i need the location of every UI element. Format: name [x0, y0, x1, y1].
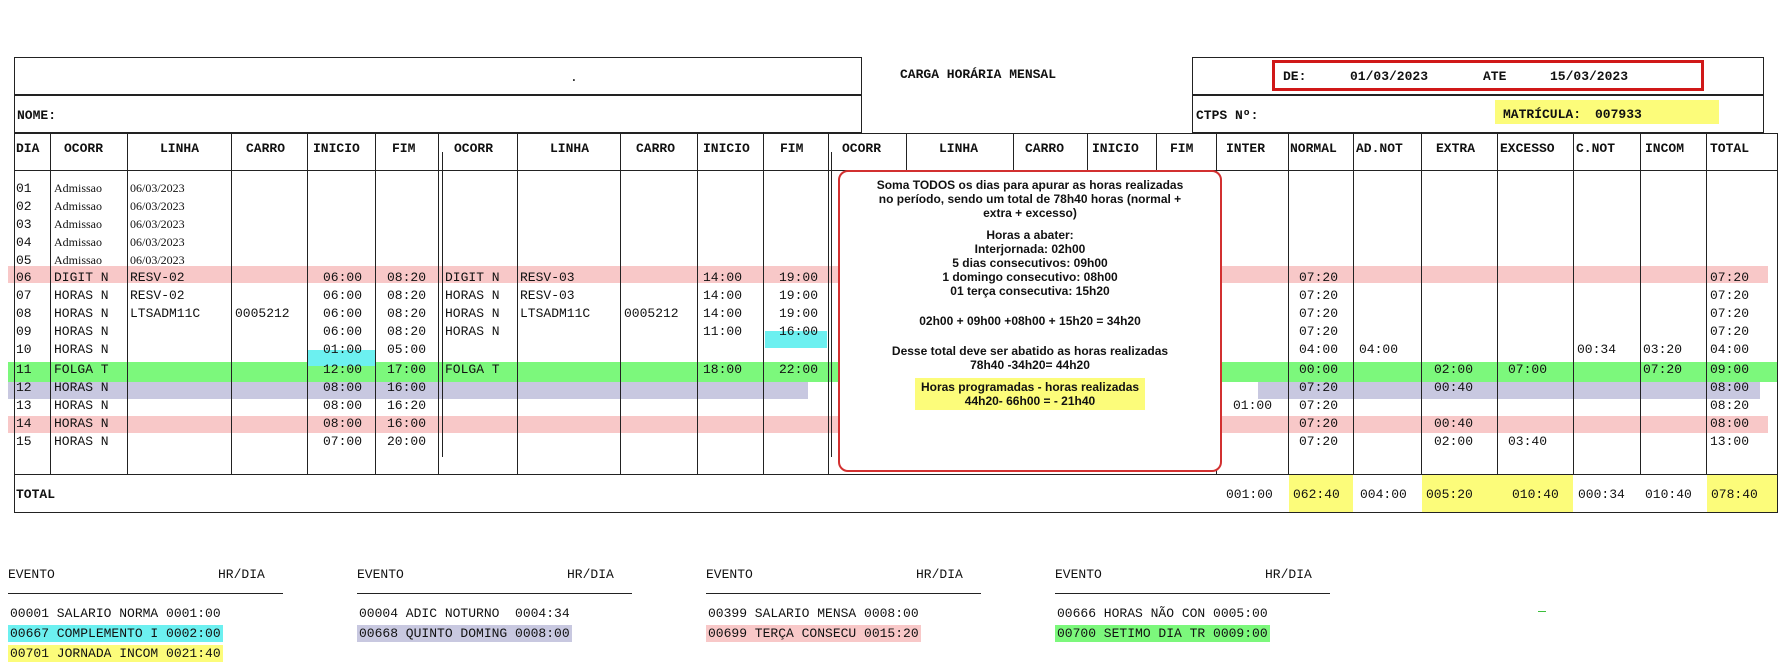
cell-linha: RESV-02	[130, 270, 185, 285]
col-line	[307, 133, 308, 474]
cell-normal: 07:20	[1299, 416, 1339, 431]
event-item: 00667 COMPLEMENTO I 0002:00	[10, 626, 221, 641]
cell-total: 13:00	[1710, 434, 1750, 449]
callout-text: no período, sendo um total de 78h40 horas (normal +	[878, 192, 1182, 206]
event-item: 00004 ADIC NOTURNO 0004:34	[359, 606, 570, 621]
total-normal: 062:40	[1293, 487, 1340, 502]
callout-text: 1 domingo consecutivo: 08h00	[942, 270, 1118, 284]
matricula-label: MATRÍCULA:	[1503, 107, 1582, 122]
cell-fim2: 19:00	[779, 270, 819, 285]
col-header-total: TOTAL	[1710, 141, 1750, 156]
cell-fim: 17:00	[387, 362, 427, 377]
cell-ocorr: Admissao	[54, 253, 102, 267]
cell-total: 04:00	[1710, 342, 1750, 357]
col-line	[231, 133, 232, 474]
col-header-linha-3: LINHA	[939, 141, 979, 156]
col-line	[1706, 133, 1707, 474]
callout-text: 01 terça consecutiva: 15h20	[950, 284, 1110, 298]
period-de-label: DE:	[1283, 69, 1307, 84]
cell-dia: 02	[16, 199, 32, 214]
col-line	[1087, 133, 1088, 170]
col-line	[1573, 133, 1574, 474]
cell-ocorr2: HORAS N	[445, 324, 500, 339]
col-header-excesso: EXCESSO	[1500, 141, 1555, 156]
event-divider	[1055, 593, 1330, 594]
event-header-hrdia: HR/DIA	[567, 567, 614, 582]
cell-inter: 01:00	[1233, 398, 1273, 413]
col-header-fim-2: FIM	[780, 141, 804, 156]
cell-dia: 10	[16, 342, 32, 357]
cell-fim: 20:00	[387, 434, 427, 449]
cell-inicio2: 14:00	[703, 306, 743, 321]
callout-text: 78h40 -34h20= 44h20	[970, 358, 1090, 372]
cell-inicio2: 14:00	[703, 270, 743, 285]
col-header-carro: CARRO	[246, 141, 286, 156]
cell-ocorr: HORAS N	[54, 342, 109, 357]
col-line	[906, 133, 907, 170]
cell-inicio: 06:00	[323, 324, 363, 339]
cell-ocorr: HORAS N	[54, 398, 109, 413]
cell-ocorr: HORAS N	[54, 380, 109, 395]
event-header-hrdia: HR/DIA	[1265, 567, 1312, 582]
col-line	[438, 133, 439, 474]
cell-fim: 08:20	[387, 324, 427, 339]
cell-inicio: 08:00	[323, 416, 363, 431]
nome-box	[14, 95, 862, 133]
cell-linha: 06/03/2023	[130, 253, 185, 267]
total-inter: 001:00	[1226, 487, 1273, 502]
cell-cnot: 00:34	[1577, 342, 1617, 357]
cell-extra: 02:00	[1434, 434, 1474, 449]
cell-fim2: 16:00	[779, 324, 819, 339]
col-header-dia: DIA	[16, 141, 40, 156]
col-line	[697, 133, 698, 474]
col-line	[517, 133, 518, 474]
period-box	[1272, 60, 1704, 91]
event-header-label: EVENTO	[8, 567, 55, 582]
event-item: 00701 JORNADA INCOM 0021:40	[10, 646, 221, 661]
col-line	[1013, 133, 1014, 170]
cell-ocorr: DIGIT N	[54, 270, 109, 285]
cell-extra: 00:40	[1434, 380, 1474, 395]
cell-total: 07:20	[1710, 270, 1750, 285]
cell-ocorr: HORAS N	[54, 306, 109, 321]
cell-incom: 07:20	[1643, 362, 1683, 377]
callout-result: Horas programadas - horas realizadas	[920, 380, 1140, 394]
cell-normal: 07:20	[1299, 324, 1339, 339]
cell-ocorr2: FOLGA T	[445, 362, 500, 377]
header-name-box	[14, 57, 862, 95]
ctps-box	[1192, 95, 1764, 133]
callout-result: 44h20- 66h00 = - 21h40	[964, 394, 1096, 408]
event-item: 00699 TERÇA CONSECU 0015:20	[708, 626, 919, 641]
cell-fim: 08:20	[387, 270, 427, 285]
col-line	[1640, 133, 1641, 474]
cell-fim2: 22:00	[779, 362, 819, 377]
cell-ocorr2: HORAS N	[445, 288, 500, 303]
event-divider	[706, 593, 981, 594]
cell-inicio2: 18:00	[703, 362, 743, 377]
callout-text: Interjornada: 02h00	[974, 242, 1086, 256]
cell-normal: 00:00	[1299, 362, 1339, 377]
col-line	[620, 133, 621, 474]
cell-extra: 02:00	[1434, 362, 1474, 377]
cell-linha: RESV-02	[130, 288, 185, 303]
total-cnot: 000:34	[1578, 487, 1625, 502]
cell-normal: 07:20	[1299, 306, 1339, 321]
cell-fim: 05:00	[387, 342, 427, 357]
cell-dia: 07	[16, 288, 32, 303]
cell-inicio: 08:00	[323, 380, 363, 395]
cell-ocorr: Admissao	[54, 181, 102, 195]
cell-inicio2: 11:00	[703, 324, 743, 339]
col-header-fim-3: FIM	[1170, 141, 1194, 156]
event-header-label: EVENTO	[1055, 567, 1102, 582]
col-line	[763, 133, 764, 474]
totals-label: TOTAL	[16, 487, 56, 502]
cell-total: 09:00	[1710, 362, 1750, 377]
cell-linha2: RESV-03	[520, 270, 575, 285]
col-header-ocorr-2: OCORR	[454, 141, 494, 156]
cell-dia: 01	[16, 181, 32, 196]
annotation-callout	[838, 170, 1222, 472]
cell-dia: 06	[16, 270, 32, 285]
col-line	[1497, 133, 1498, 474]
cell-dia: 14	[16, 416, 32, 431]
col-line	[828, 133, 829, 474]
cell-inicio: 07:00	[323, 434, 363, 449]
cell-ocorr: FOLGA T	[54, 362, 109, 377]
col-header-carro-3: CARRO	[1025, 141, 1065, 156]
cell-inicio2: 14:00	[703, 288, 743, 303]
event-divider	[8, 593, 283, 594]
cell-normal: 07:20	[1299, 398, 1339, 413]
col-header-ocorr-3: OCORR	[842, 141, 882, 156]
callout-heading: Horas a abater:	[986, 228, 1074, 242]
cell-linha: 06/03/2023	[130, 181, 185, 195]
cell-dia: 13	[16, 398, 32, 413]
cell-ocorr: HORAS N	[54, 288, 109, 303]
col-header-normal: NORMAL	[1290, 141, 1337, 156]
col-line	[127, 133, 128, 474]
cell-ocorr: Admissao	[54, 235, 102, 249]
col-header-cnot: C.NOT	[1576, 141, 1616, 156]
cell-total: 07:20	[1710, 306, 1750, 321]
event-header-hrdia: HR/DIA	[218, 567, 265, 582]
col-header-incom: INCOM	[1645, 141, 1685, 156]
cell-inicio: 01:00	[323, 342, 363, 357]
cell-fim: 16:00	[387, 416, 427, 431]
cell-normal: 07:20	[1299, 434, 1339, 449]
event-divider	[357, 593, 632, 594]
cell-fim: 16:00	[387, 380, 427, 395]
cell-carro2: 0005212	[624, 306, 679, 321]
cell-inicio: 06:00	[323, 270, 363, 285]
cell-ocorr: Admissao	[54, 217, 102, 231]
callout-sum: 02h00 + 09h00 +08h00 + 15h20 = 34h20	[919, 314, 1141, 328]
event-item: 00399 SALARIO MENSA 0008:00	[708, 606, 919, 621]
matricula-value: 007933	[1595, 107, 1642, 122]
cell-ocorr2: DIGIT N	[445, 270, 500, 285]
cell-excesso: 03:40	[1508, 434, 1548, 449]
period-ate-value: 15/03/2023	[1550, 69, 1629, 84]
col-line-double	[831, 152, 832, 457]
cell-total: 08:00	[1710, 416, 1750, 431]
cell-dia: 09	[16, 324, 32, 339]
cell-total: 07:20	[1710, 324, 1750, 339]
callout-text: Desse total deve ser abatido as horas realizadas	[891, 344, 1169, 358]
event-item: 00700 SETIMO DIA TR 0009:00	[1057, 626, 1268, 641]
col-header-linha: LINHA	[160, 141, 200, 156]
cell-inicio: 08:00	[323, 398, 363, 413]
matricula-highlight	[1495, 100, 1719, 124]
cell-linha: LTSADM11C	[130, 306, 201, 321]
event-header-label: EVENTO	[357, 567, 404, 582]
cell-normal: 07:20	[1299, 380, 1339, 395]
cell-normal: 04:00	[1299, 342, 1339, 357]
cell-dia: 08	[16, 306, 32, 321]
ctps-label: CTPS Nº:	[1196, 108, 1259, 123]
cell-total: 08:00	[1710, 380, 1750, 395]
col-line	[50, 133, 51, 474]
cell-inicio: 12:00	[323, 362, 363, 377]
cell-fim: 08:20	[387, 288, 427, 303]
col-line	[1421, 133, 1422, 474]
col-header-inicio-3: INICIO	[1092, 141, 1139, 156]
total-excesso: 010:40	[1512, 487, 1559, 502]
nome-label: NOME:	[17, 108, 57, 123]
cell-excesso: 07:00	[1508, 362, 1548, 377]
cell-extra: 00:40	[1434, 416, 1474, 431]
col-header-carro-2: CARRO	[636, 141, 676, 156]
cell-linha: 06/03/2023	[130, 217, 185, 231]
col-header-inter: INTER	[1226, 141, 1266, 156]
cell-dia: 05	[16, 253, 32, 268]
stray-mark	[1538, 611, 1546, 612]
col-header-inicio: INICIO	[313, 141, 360, 156]
event-item: 00001 SALARIO NORMA 0001:00	[10, 606, 221, 621]
cell-dia: 11	[16, 362, 32, 377]
total-incom: 010:40	[1645, 487, 1692, 502]
cell-normal: 07:20	[1299, 270, 1339, 285]
event-header-label: EVENTO	[706, 567, 753, 582]
col-header-linha-2: LINHA	[550, 141, 590, 156]
cell-dia: 12	[16, 380, 32, 395]
cell-linha: 06/03/2023	[130, 199, 185, 213]
total-extra: 005:20	[1426, 487, 1473, 502]
event-item: 00668 QUINTO DOMING 0008:00	[359, 626, 570, 641]
callout-result-highlight	[915, 378, 1145, 410]
col-line	[1156, 133, 1157, 170]
cell-carro: 0005212	[235, 306, 290, 321]
cell-inicio: 06:00	[323, 306, 363, 321]
cell-fim: 08:20	[387, 306, 427, 321]
header-dot: .	[570, 70, 578, 85]
cell-linha2: LTSADM11C	[520, 306, 591, 321]
cell-ocorr: HORAS N	[54, 434, 109, 449]
cell-adnot: 04:00	[1359, 342, 1399, 357]
page-title: CARGA HORÁRIA MENSAL	[900, 67, 1057, 82]
col-header-extra: EXTRA	[1436, 141, 1476, 156]
cell-linha2: RESV-03	[520, 288, 575, 303]
col-header-ocorr: OCORR	[64, 141, 104, 156]
col-line	[1288, 133, 1289, 474]
cell-normal: 07:20	[1299, 288, 1339, 303]
cell-ocorr: HORAS N	[54, 324, 109, 339]
total-total: 078:40	[1711, 487, 1758, 502]
event-header-hrdia: HR/DIA	[916, 567, 963, 582]
cell-inicio: 06:00	[323, 288, 363, 303]
cell-total: 08:20	[1710, 398, 1750, 413]
cell-ocorr2: HORAS N	[445, 306, 500, 321]
col-line	[375, 133, 376, 474]
cell-ocorr: HORAS N	[54, 416, 109, 431]
cell-ocorr: Admissao	[54, 199, 102, 213]
cell-total: 07:20	[1710, 288, 1750, 303]
callout-text: 5 dias consecutivos: 09h00	[952, 256, 1108, 270]
cell-fim: 16:20	[387, 398, 427, 413]
col-header-inicio-2: INICIO	[703, 141, 750, 156]
cell-dia: 04	[16, 235, 32, 250]
cell-fim2: 19:00	[779, 288, 819, 303]
callout-text: extra + excesso)	[983, 206, 1077, 220]
period-ate-label: ATE	[1483, 69, 1507, 84]
col-line	[1353, 133, 1354, 474]
cell-incom: 03:20	[1643, 342, 1683, 357]
total-adnot: 004:00	[1360, 487, 1407, 502]
callout-text: Soma TODOS os dias para apurar as horas realizadas	[876, 178, 1184, 192]
event-item: 00666 HORAS NÃO CON 0005:00	[1057, 606, 1268, 621]
col-header-fim: FIM	[392, 141, 416, 156]
cell-linha: 06/03/2023	[130, 235, 185, 249]
cell-dia: 15	[16, 434, 32, 449]
col-header-adnot: AD.NOT	[1356, 141, 1403, 156]
col-line-double	[442, 152, 443, 457]
cell-fim2: 19:00	[779, 306, 819, 321]
period-de-value: 01/03/2023	[1350, 69, 1429, 84]
cell-dia: 03	[16, 217, 32, 232]
